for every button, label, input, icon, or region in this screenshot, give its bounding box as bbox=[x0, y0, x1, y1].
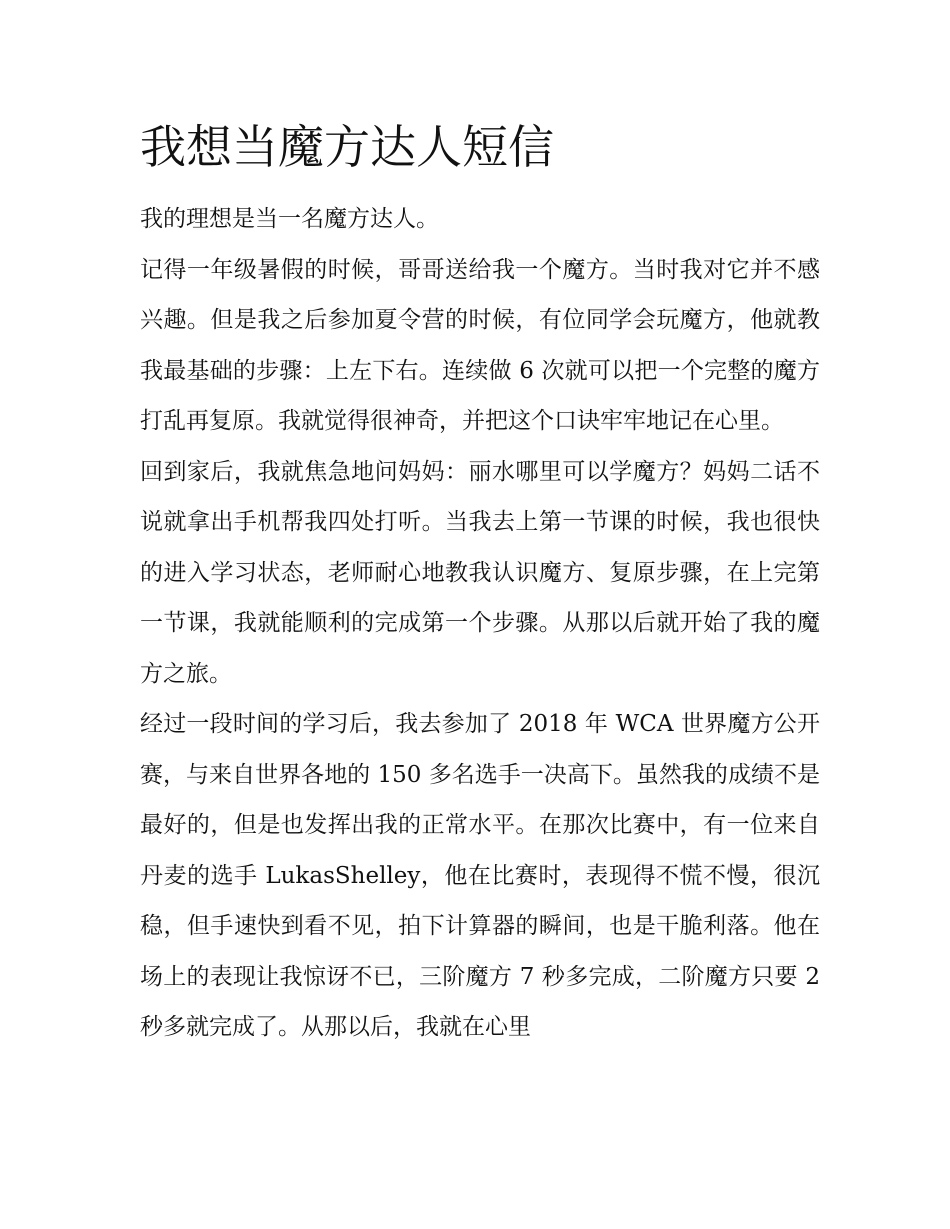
document-title: 我想当魔方达人短信 bbox=[140, 120, 554, 174]
paragraph-3: 回到家后，我就焦急地问妈妈：丽水哪里可以学魔方？妈妈二话不说就拿出手机帮我四处打听。当我去上第一节课的时候，我也很快的进入学习状态，老师耐心地教我认识魔方、复原步骤，在上完第一节课，我就能顺利的完成第一个步骤。从那以后就开始了我的魔方之旅。 bbox=[140, 458, 820, 687]
paragraph-1: 我的理想是当一名魔方达人。 bbox=[140, 206, 439, 232]
document-page bbox=[140, 112, 820, 1053]
paragraph-2: 记得一年级暑假的时候，哥哥送给我一个魔方。当时我对它并不感兴趣。但是我之后参加夏令营的时候，有位同学会玩魔方，他就教我最基础的步骤：上左下右。连续做 6 次就可以把一个完整的魔方打乱再复原。我就觉得很神奇，并把这个口诀牢牢地记在心里。 bbox=[140, 256, 820, 434]
paragraph-4: 经过一段时间的学习后，我去参加了 2018 年 WCA 世界魔方公开赛，与来自世界各地的 150 多名选手一决高下。虽然我的成绩不是最好的，但是也发挥出我的正常水平。在那次比赛中，有一位来自丹麦的选手 LukasShelley，他在比赛时，表现得不慌不慢，很沉稳，但手速快到看不见，拍下计算器的瞬间，也是干脆利落。他在场上的表现让我惊讶不已，三阶魔方 7 秒多完成，二阶魔方只要 2 秒多就完成了。从那以后，我就在心里 bbox=[140, 711, 820, 1040]
